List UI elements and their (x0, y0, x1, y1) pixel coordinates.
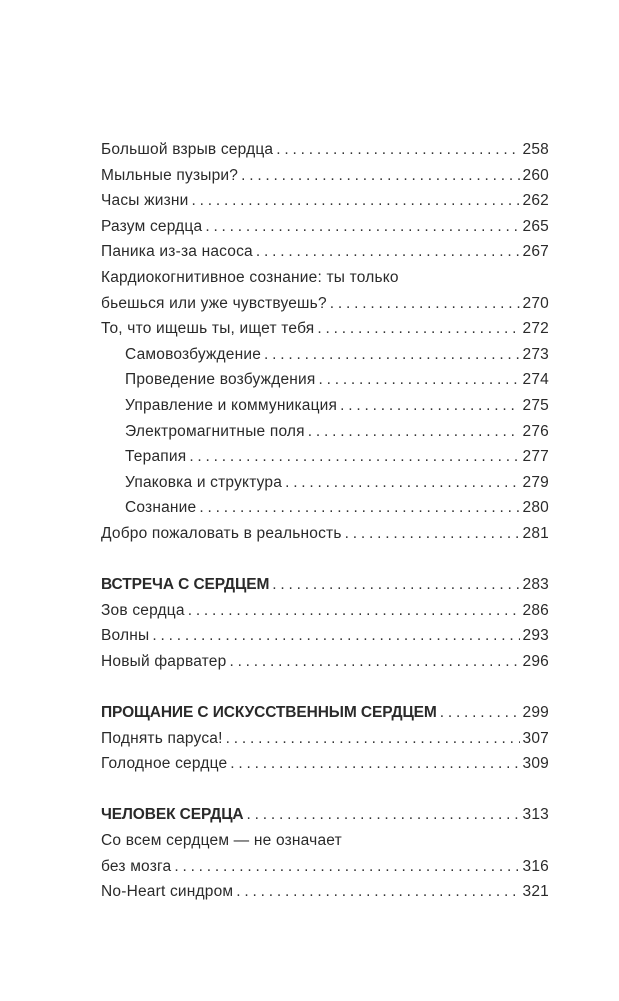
toc-entry[interactable] (101, 726, 549, 752)
toc-entry[interactable] (101, 444, 549, 470)
dot-leader (317, 316, 519, 342)
toc-page-number: 275 (522, 396, 549, 414)
toc-entry[interactable] (101, 649, 549, 675)
toc-entry[interactable] (101, 521, 549, 547)
toc-entry-title: Часы жизни (101, 192, 189, 210)
toc-entry[interactable] (101, 214, 549, 240)
toc-entry-title: Поднять паруса! (101, 729, 223, 747)
toc-entry[interactable] (101, 188, 549, 214)
dot-leader (340, 393, 519, 419)
toc-entry-title-line1: Со всем сердцем — не означает (101, 832, 342, 850)
toc-entry[interactable] (101, 854, 549, 880)
dot-leader (174, 854, 519, 880)
toc-page-number: 286 (522, 601, 549, 619)
toc-page-number: 280 (522, 499, 549, 517)
toc-entry[interactable] (101, 163, 549, 189)
dot-leader (205, 214, 519, 240)
toc-entry-title: ЧЕЛОВЕК СЕРДЦА (101, 806, 244, 824)
toc-entry[interactable] (101, 393, 549, 419)
toc-entry[interactable] (101, 879, 549, 905)
toc-entry-title: Большой взрыв сердца (101, 141, 274, 158)
toc-page-number: 260 (522, 166, 549, 184)
dot-leader (318, 367, 519, 393)
toc-entry[interactable] (101, 419, 549, 445)
toc-entry[interactable] (101, 598, 549, 624)
toc-chapter-entry[interactable] (101, 700, 549, 726)
toc-entry[interactable] (101, 751, 549, 777)
toc-entry[interactable] (101, 291, 549, 317)
dot-leader (188, 598, 520, 624)
dot-leader (276, 137, 519, 163)
toc-entry-title: No-Heart синдром (101, 883, 234, 901)
toc-entry-title: Зов сердца (101, 601, 185, 619)
toc-entry-title: ВСТРЕЧА С СЕРДЦЕМ (101, 576, 270, 594)
dot-leader (152, 623, 519, 649)
dot-leader (345, 521, 520, 547)
dot-leader (285, 470, 519, 496)
toc-entry-title: Самовозбуждение (125, 345, 262, 363)
toc-entry-title-line1: Кардиокогнитивное сознание: ты только (101, 268, 399, 286)
toc-entry[interactable] (101, 470, 549, 496)
dot-leader (264, 342, 519, 368)
toc-entry-line (101, 828, 549, 854)
toc-entry-title: Добро пожаловать в реальность (101, 524, 342, 542)
dot-leader (199, 495, 519, 521)
toc-section (101, 802, 549, 904)
toc-page-number: 262 (522, 192, 549, 210)
dot-leader (272, 572, 519, 598)
toc-page-number: 299 (522, 704, 549, 722)
toc-entry-title: Мыльные пузыри? (101, 166, 239, 184)
toc-page-number: 274 (522, 371, 549, 389)
dot-leader (256, 239, 520, 265)
toc-entry-title: Управление и коммуникация (125, 396, 338, 414)
toc-entry-title: Электромагнитные поля (125, 422, 305, 440)
toc-entry[interactable] (101, 239, 549, 265)
toc-entry-title: Сознание (125, 499, 197, 517)
dot-leader (308, 419, 520, 445)
dot-leader (330, 291, 520, 317)
toc-entry-title: бьешься или уже чувствуешь? (101, 294, 327, 312)
toc-entry-title: ПРОЩАНИЕ С ИСКУССТВЕННЫМ СЕРДЦЕМ (101, 704, 437, 722)
toc-section (101, 700, 549, 777)
toc-entry[interactable] (101, 495, 549, 521)
toc-page-number: 270 (522, 294, 549, 312)
dot-leader (236, 879, 519, 905)
toc-page-number: 279 (522, 473, 549, 491)
table-of-contents (101, 137, 549, 930)
toc-entry-title: Волны (101, 627, 150, 645)
dot-leader (247, 802, 520, 828)
dot-leader (229, 649, 519, 675)
toc-entry-title: Терапия (125, 448, 187, 466)
toc-page-number: 258 (522, 141, 549, 158)
toc-page-number: 267 (522, 243, 549, 261)
toc-page-number: 307 (522, 729, 549, 747)
toc-page-number: 296 (522, 652, 549, 670)
toc-entry-title: Проведение возбуждения (125, 371, 316, 389)
toc-section (101, 572, 549, 674)
toc-page-number: 313 (522, 806, 549, 824)
toc-page-number: 283 (522, 576, 549, 594)
toc-entry[interactable] (101, 623, 549, 649)
toc-page-number: 321 (522, 883, 549, 901)
toc-entry-title: Паника из-за насоса (101, 243, 253, 261)
toc-entry-title: Новый фарватер (101, 652, 227, 670)
toc-entry-title: Разум сердца (101, 217, 203, 235)
toc-chapter-entry[interactable] (101, 572, 549, 598)
toc-chapter-entry[interactable] (101, 802, 549, 828)
toc-page-number: 273 (522, 345, 549, 363)
toc-entry[interactable] (101, 342, 549, 368)
toc-page-number: 293 (522, 627, 549, 645)
toc-page-number: 316 (522, 857, 549, 875)
toc-section (101, 137, 549, 547)
toc-page-number: 265 (522, 217, 549, 235)
toc-page-number: 309 (522, 755, 549, 773)
dot-leader (226, 726, 520, 752)
toc-entry-line (101, 265, 549, 291)
toc-entry-title: без мозга (101, 857, 172, 875)
toc-page-number: 276 (522, 422, 549, 440)
toc-page-number: 277 (522, 448, 549, 466)
dot-leader (241, 163, 519, 189)
toc-entry-title: Упаковка и структура (125, 473, 283, 491)
dot-leader (230, 751, 519, 777)
toc-page-number: 272 (522, 320, 549, 338)
dot-leader (189, 444, 519, 470)
toc-entry[interactable] (101, 137, 549, 163)
toc-entry[interactable] (101, 367, 549, 393)
toc-entry[interactable] (101, 316, 549, 342)
toc-page-number: 281 (522, 524, 549, 542)
dot-leader (192, 188, 520, 214)
toc-entry-title: Голодное сердце (101, 755, 228, 773)
toc-entry-title: То, что ищешь ты, ищет тебя (101, 320, 315, 338)
dot-leader (440, 700, 520, 726)
